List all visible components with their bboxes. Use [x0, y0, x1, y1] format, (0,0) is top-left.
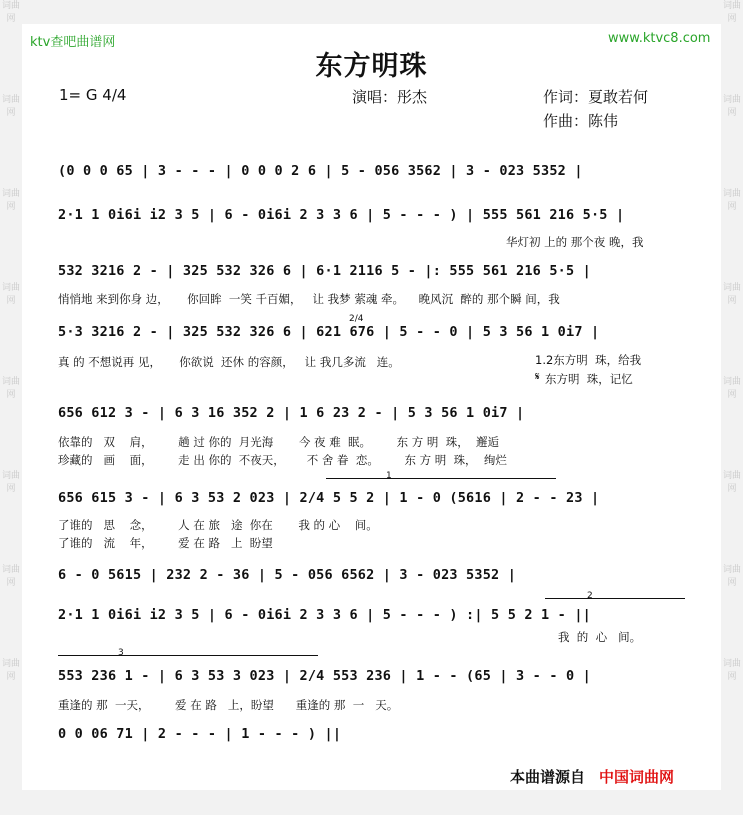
side-glyph: 词曲网 [1, 471, 20, 494]
song-title: 东方明珠 [315, 51, 428, 82]
lyric-line-4-verse1: 1.2东方明 珠，给我 [535, 353, 642, 367]
lyric-line-6b: 了谁的 流 年， 爱 在 路 上 盼望 [58, 536, 273, 550]
side-glyph: 词曲网 [722, 565, 741, 588]
score-line-3: 532 3216 2 - | 325 532 326 6 | 6·1 2116 5 - |: 555 561 216 5·5 | [58, 263, 591, 279]
side-glyph: 词曲网 [1, 659, 20, 682]
right-watermark-strip [721, 0, 743, 815]
side-glyph: 词曲网 [1, 189, 20, 212]
score-line-7: 6 - 0 5615 | 232 2 - 36 | 5 - 056 6562 | 3 - 023 5352 | [58, 567, 517, 583]
volta-3-bracket [58, 655, 318, 656]
site-watermark-left: ktv查吧曲谱网 [30, 35, 116, 50]
left-watermark-strip [0, 0, 22, 815]
lyric-line-4-verse2: 东方明 珠，记忆 [545, 372, 633, 386]
side-glyph: 词曲网 [1, 95, 20, 118]
source-credit [510, 766, 674, 787]
score-line-5: 656 612 3 - | 6 3 16 352 2 | 1 6 23 2 - | 5 3 56 1 0i7 | [58, 405, 525, 421]
composer-credit: 作曲：陈伟 [543, 112, 619, 130]
side-glyph: 词曲网 [1, 565, 20, 588]
score-line-4: 5·3 3216 2 - | 325 532 326 6 | 621 676 | 5 - - 0 | 5 3 56 1 0i7 | [58, 324, 600, 340]
segno-sign: 𝄋 [535, 370, 540, 383]
volta-1-mark: 1 [386, 471, 392, 481]
side-glyph: 词曲网 [722, 1, 741, 24]
site-watermark-right: www.ktvc8.com [608, 31, 711, 46]
side-glyph: 词曲网 [1, 1, 20, 24]
lyric-line-6a: 了谁的 思 念， 人 在 旅 途 你在 我 的 心 间。 [58, 518, 378, 532]
key-signature: 1= G 4/4 [59, 86, 127, 104]
lyric-line-5a: 依靠的 双 肩， 趟 过 你的 月光海 今 夜 难 眠。 东 方 明 珠， 邂逅 [58, 435, 500, 449]
lyric-line-9: 重逢的 那 一天， 爱 在 路 上，盼望 重逢的 那 一 天。 [58, 698, 399, 712]
score-line-8: 2·1 1 0i6i i2 3 5 | 6 - 0i6i 2 3 3 6 | 5 - - - ) :| 5 5 2 1 - || [58, 607, 591, 623]
side-glyph: 词曲网 [1, 377, 20, 400]
singer-credit: 演唱：彤杰 [352, 88, 428, 106]
side-glyph: 词曲网 [1, 283, 20, 306]
volta-1-bracket [326, 478, 556, 479]
side-glyph: 词曲网 [722, 377, 741, 400]
score-line-1: (0 0 0 65 | 3 - - - | 0 0 0 2 6 | 5 - 056 3562 | 3 - 023 5352 | [58, 163, 583, 179]
lyricist-credit: 作词：夏敢若何 [543, 88, 649, 106]
volta-2-bracket [545, 598, 685, 599]
side-glyph: 词曲网 [722, 471, 741, 494]
source-prefix: 本曲谱源自 [510, 768, 586, 786]
score-line-9: 553 236 1 - | 6 3 53 3 023 | 2/4 553 236 | 1 - - (65 | 3 - - 0 | [58, 668, 591, 684]
lyric-line-3: 悄悄地 来到你身 边， 你回眸 一笑 千百媚， 让 我梦 萦魂 牵。 晚风沉 醉的 那个瞬 间，我 [58, 292, 560, 306]
score-line-10: 0 0 06 71 | 2 - - - | 1 - - - ) || [58, 726, 342, 742]
lyric-line-2: 华灯初 上的 那个夜 晚，我 [506, 235, 644, 249]
segment-mark: 2/4 [349, 314, 364, 324]
lyric-line-8: 我 的 心 间。 [558, 630, 642, 644]
volta-2-mark: 2 [587, 591, 593, 601]
score-line-2: 2·1 1 0i6i i2 3 5 | 6 - 0i6i 2 3 3 6 | 5 - - - ) | 555 561 216 5·5 | [58, 207, 625, 223]
source-site-link[interactable]: 中国词曲网 [599, 768, 675, 786]
score-line-6: 656 615 3 - | 6 3 53 2 023 | 2/4 5 5 2 | 1 - 0 (5616 | 2 - - 23 | [58, 490, 600, 506]
lyric-line-4: 真 的 不想说再 见， 你欲说 还休 的容颜， 让 我几多流 连。 [58, 355, 400, 369]
side-glyph: 词曲网 [722, 189, 741, 212]
side-glyph: 词曲网 [722, 283, 741, 306]
side-glyph: 词曲网 [722, 659, 741, 682]
volta-3-mark: 3 [118, 648, 124, 658]
lyric-line-5b: 珍藏的 画 面， 走 出 你的 不夜天， 不 舍 眷 恋。 东 方 明 珠， 绚烂 [58, 453, 507, 467]
side-glyph: 词曲网 [722, 95, 741, 118]
